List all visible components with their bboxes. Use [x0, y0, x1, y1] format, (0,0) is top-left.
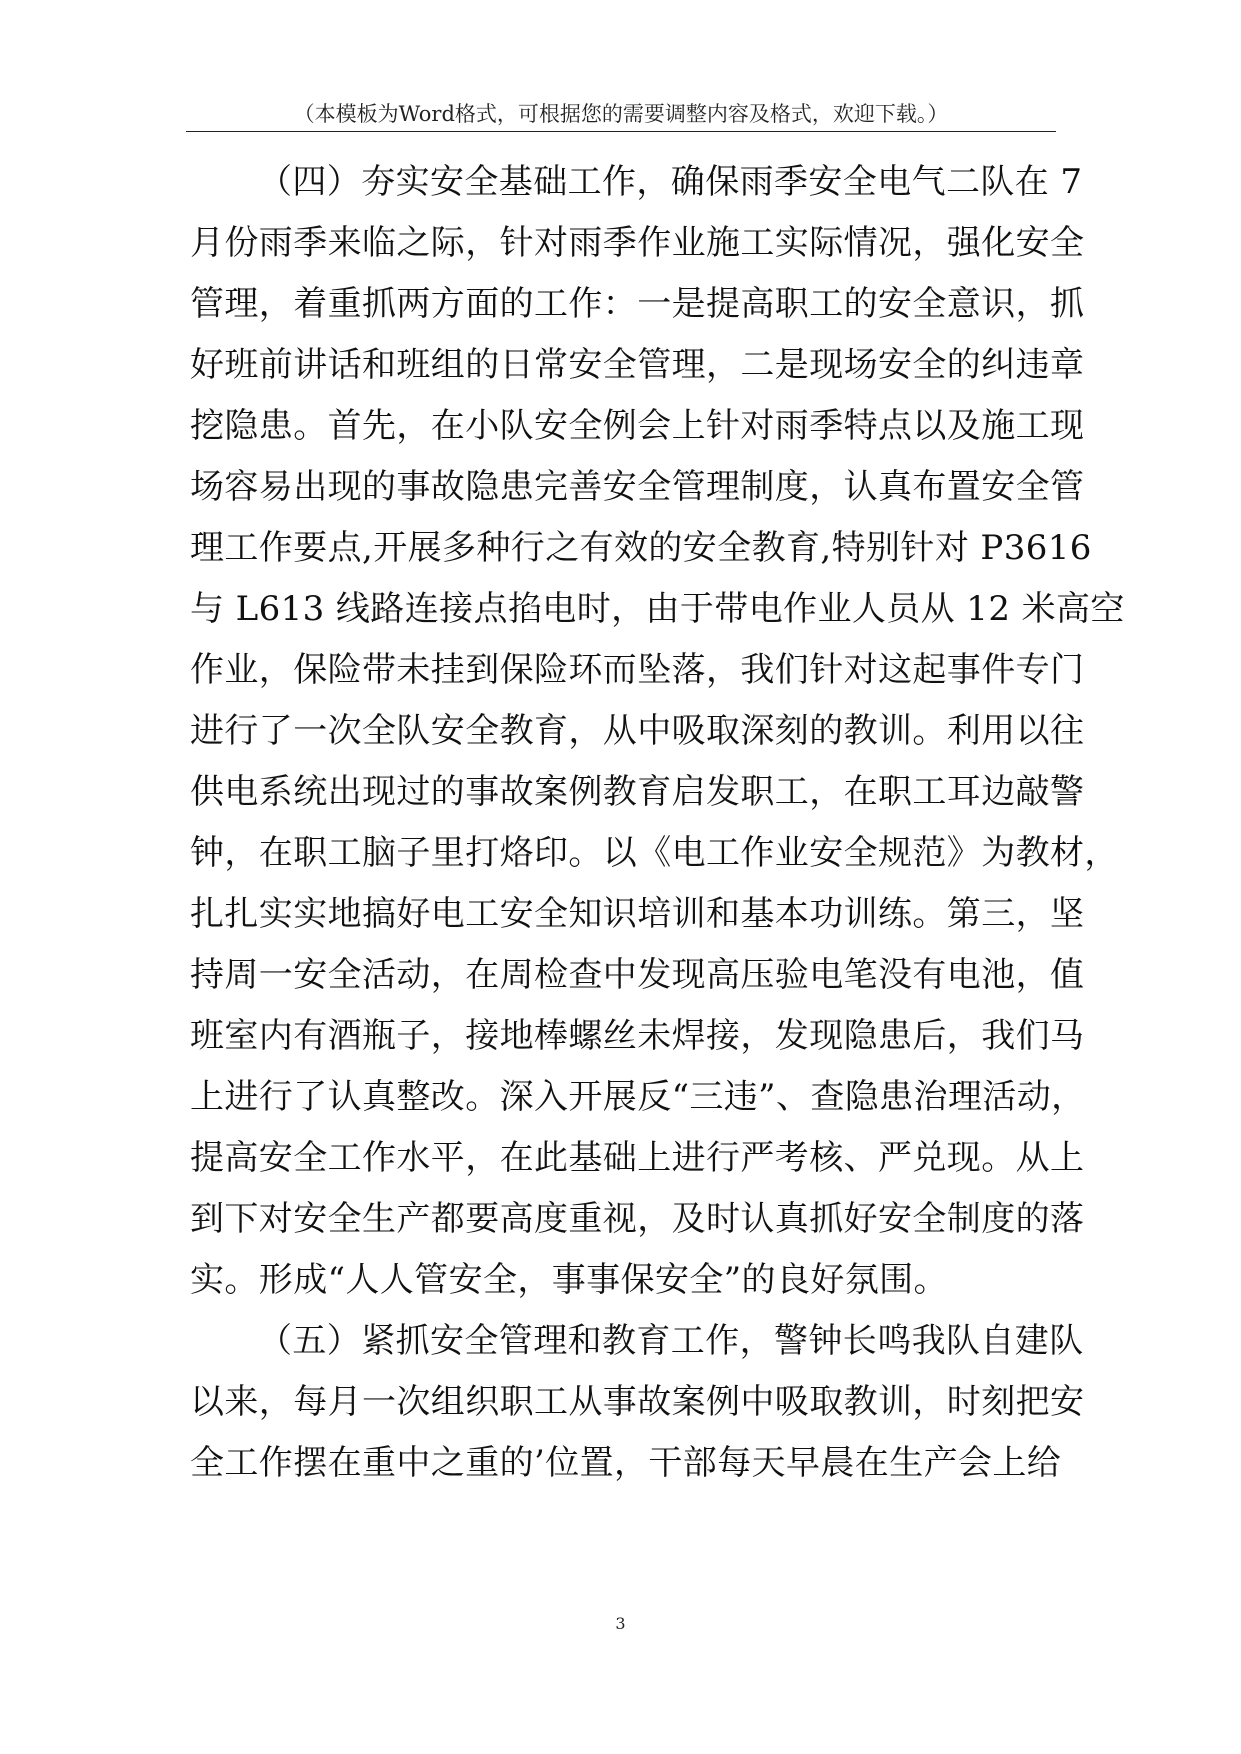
- paragraph-4-line-14: 持周一安全活动，在周检查中发现高压验电笔没有电池，值: [190, 955, 1085, 995]
- paragraph-4-line-2: 月份雨季来临之际，针对雨季作业施工实际情况，强化安全: [190, 223, 1085, 263]
- paragraph-4-line-6: 场容易出现的事故隐患完善安全管理制度，认真布置安全管: [190, 467, 1085, 507]
- page-number: 3: [615, 1614, 626, 1633]
- paragraph-5-line-2: 以来，每月一次组织职工从事故案例中吸取教训，时刻把安: [190, 1382, 1085, 1422]
- header-divider: [186, 131, 1056, 132]
- paragraph-4-line-12: 钟，在职工脑子里打烙印。以《电工作业安全规范》为教材，: [190, 833, 1119, 873]
- paragraph-4-line-5: 挖隐患。首先，在小队安全例会上针对雨季特点以及施工现: [190, 406, 1085, 446]
- paragraph-4-line-17: 提高安全工作水平，在此基础上进行严考核、严兑现。从上: [190, 1138, 1085, 1178]
- paragraph-4-line-4: 好班前讲话和班组的日常安全管理，二是现场安全的纠违章: [190, 345, 1085, 385]
- paragraph-5-line-3: 全工作摆在重中之重的’位置，干部每天早晨在生产会上给: [190, 1443, 1062, 1483]
- paragraph-4-line-16: 上进行了认真整改。深入开展反“三违”、查隐患治理活动，: [190, 1077, 1086, 1117]
- paragraph-4-line-7: 理工作要点,开展多种行之有效的安全教育,特别针对 P3616: [190, 528, 1092, 568]
- paragraph-4-line-15: 班室内有酒瓶子，接地棒螺丝未焊接，发现隐患后，我们马: [190, 1016, 1085, 1056]
- paragraph-4-line-10: 进行了一次全队安全教育，从中吸取深刻的教训。利用以往: [190, 711, 1085, 751]
- paragraph-5-line-1: （五）紧抓安全管理和教育工作，警钟长鸣我队自建队: [258, 1321, 1084, 1361]
- body-text: [190, 152, 1125, 1494]
- paragraph-4-line-1: （四）夯实安全基础工作，确保雨季安全电气二队在 7: [258, 162, 1083, 202]
- paragraph-4-line-18: 到下对安全生产都要高度重视，及时认真抓好安全制度的落: [190, 1199, 1085, 1239]
- paragraph-4-line-3: 管理，着重抓两方面的工作：一是提高职工的安全意识，抓: [190, 284, 1085, 324]
- paragraph-4-line-9: 作业，保险带未挂到保险环而坠落，我们针对这起事件专门: [190, 650, 1085, 690]
- paragraph-4-line-19: 实。形成“人人管安全，事事保安全”的良好氛围。: [190, 1260, 948, 1300]
- paragraph-4-line-11: 供电系统出现过的事故案例教育启发职工，在职工耳边敲警: [190, 772, 1085, 812]
- paragraph-4-line-8: 与 L613 线路连接点掐电时，由于带电作业人员从 12 米高空: [190, 589, 1125, 629]
- paragraph-4-line-13: 扎扎实实地搞好电工安全知识培训和基本功训练。第三，坚: [190, 894, 1085, 934]
- template-note-header: （本模板为Word格式，可根据您的需要调整内容及格式，欢迎下载。）: [293, 102, 949, 126]
